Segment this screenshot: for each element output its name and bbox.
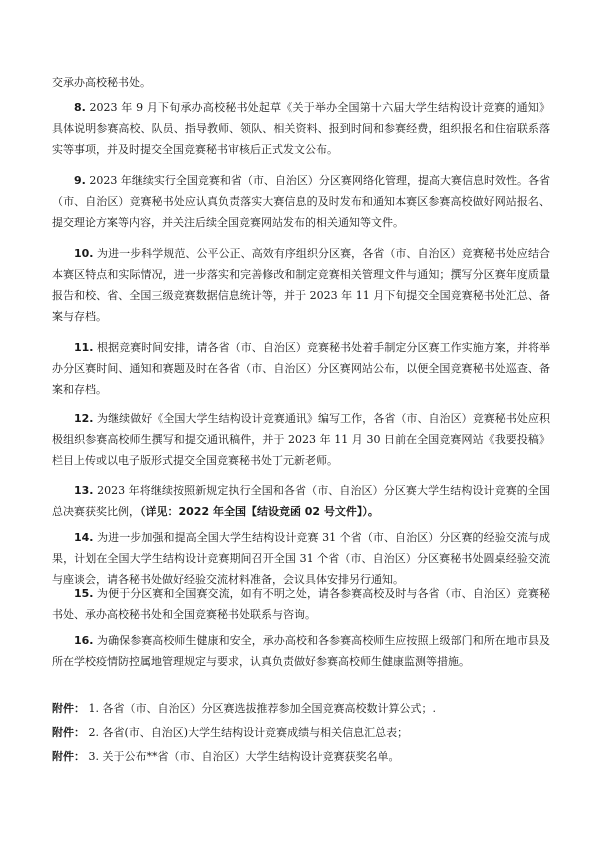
paragraph-text: 为继续做好《全国大学生结构设计竞赛通讯》编写工作，各省（市、自治区）竞赛秘书处应积极组织参赛高校师生撰写和提交通讯稿件，并于 2023 年 11 月 30 日前在全国竞赛网站《我要投稿》栏目上传或以电子版形式提交全国竞赛秘书处丁元新老师。 (52, 412, 550, 467)
reference-highlight: （详见：2022 年全国【结设竞函 02 号文件】）。 (140, 505, 379, 518)
attachment-number: 3. (88, 750, 99, 763)
paragraph-number: 16. (74, 634, 94, 647)
paragraph-8 (52, 97, 550, 160)
paragraph-number: 9. (74, 174, 86, 187)
paragraph-text: 2023 年 9 月下旬承办高校秘书处起草《关于举办全国第十六届大学生结构设计竞赛的通知》具体说明参赛高校、队员、指导教师、领队、相关资料、报到时间和参赛经费，组织报名和住宿联系落实等事项，并及时提交全国竞赛秘书审核后正式发文公布。 (52, 101, 550, 156)
paragraph-text: 2023 年继续实行全国竞赛和省（市、自治区）分区赛网络化管理，提高大赛信息时效性。各省（市、自治区）竞赛秘书处应认真负责落实大赛信息的及时发布和通知本赛区参赛高校做好网站报名、提交理论方案等内容，并关注后续全国竞赛网站发布的相关通知等文件。 (52, 174, 550, 229)
attachment-number: 1. (88, 702, 99, 715)
attachment-label: 附件： (52, 726, 85, 739)
paragraph-number: 12. (74, 412, 94, 425)
paragraph-text: 为进一步科学规范、公平公正、高效有序组织分区赛，各省（市、自治区）竞赛秘书处应结合本赛区特点和实际情况，进一步落实和完善修改和制定竞赛相关管理文件与通知；撰写分区赛年度质量报告和校、省、全国三级竞赛数据信息统计等，并于 2023 年 11 月下旬提交全国竞赛秘书处汇总、备案与存档。 (52, 247, 550, 323)
paragraph-11 (52, 337, 550, 400)
attachment-1 (52, 700, 550, 718)
paragraph-number: 10. (74, 247, 94, 260)
paragraph-10 (52, 243, 550, 327)
attachment-text: 各省（市、自治区）分区赛选拔推荐参加全国竞赛高校数计算公式；. (102, 702, 436, 715)
paragraph-9 (52, 170, 550, 233)
paragraph-number: 15. (74, 587, 94, 600)
paragraph-16 (52, 630, 550, 672)
paragraph-number: 11. (74, 341, 94, 354)
paragraph-number: 14. (74, 531, 94, 544)
paragraph-text: 2023 年将继续按照新规定执行全国和各省（市、自治区）分区赛大学生结构设计竞赛的全国总决赛获奖比例， (52, 484, 550, 518)
paragraph-text: 为确保参赛高校师生健康和安全，承办高校和各参赛高校师生应按照上级部门和所在地市县及所在学校疫情防控属地管理规定与要求，认真负责做好参赛高校师生健康监测等措施。 (52, 634, 550, 668)
attachment-3 (52, 748, 550, 766)
attachment-number: 2. (88, 726, 99, 739)
paragraph-continuation (52, 72, 550, 93)
paragraph-number: 13. (74, 484, 94, 497)
attachment-2 (52, 724, 550, 742)
paragraph-15 (52, 583, 550, 625)
paragraph-text: 为进一步加强和提高全国大学生结构设计竞赛 31 个省（市、自治区）分区赛的经验交流与成果，计划在全国大学生结构设计竞赛期间召开全国 31 个省（市、自治区）分区赛秘书处圆桌经验交流与座谈会，请各秘书处做好经验交流材料准备，会议具体安排另行通知。 (52, 531, 550, 586)
paragraph-text: 为便于分区赛和全国赛交流，如有不明之处，请各参赛高校及时与各省（市、自治区）竞赛秘书处、承办高校秘书处和全国竞赛秘书处联系与咨询。 (52, 587, 550, 621)
paragraph-text: 交承办高校秘书处。 (52, 76, 151, 89)
attachment-text: 关于公布**省（市、自治区）大学生结构设计竞赛获奖名单。 (102, 750, 400, 763)
paragraph-12 (52, 408, 550, 471)
paragraph-text: 根据竞赛时间安排，请各省（市、自治区）竞赛秘书处着手制定分区赛工作实施方案，并将举办分区赛时间、通知和赛题及时在各省（市、自治区）分区赛网站公布，以便全国竞赛秘书处巡查、备案和存档。 (52, 341, 550, 396)
paragraph-number: 8. (74, 101, 86, 114)
attachment-text: 各省(市、自治区)大学生结构设计竞赛成绩与相关信息汇总表； (102, 726, 409, 739)
attachment-label: 附件： (52, 750, 85, 763)
paragraph-14 (52, 527, 550, 590)
paragraph-13 (52, 480, 550, 522)
attachment-label: 附件： (52, 702, 85, 715)
